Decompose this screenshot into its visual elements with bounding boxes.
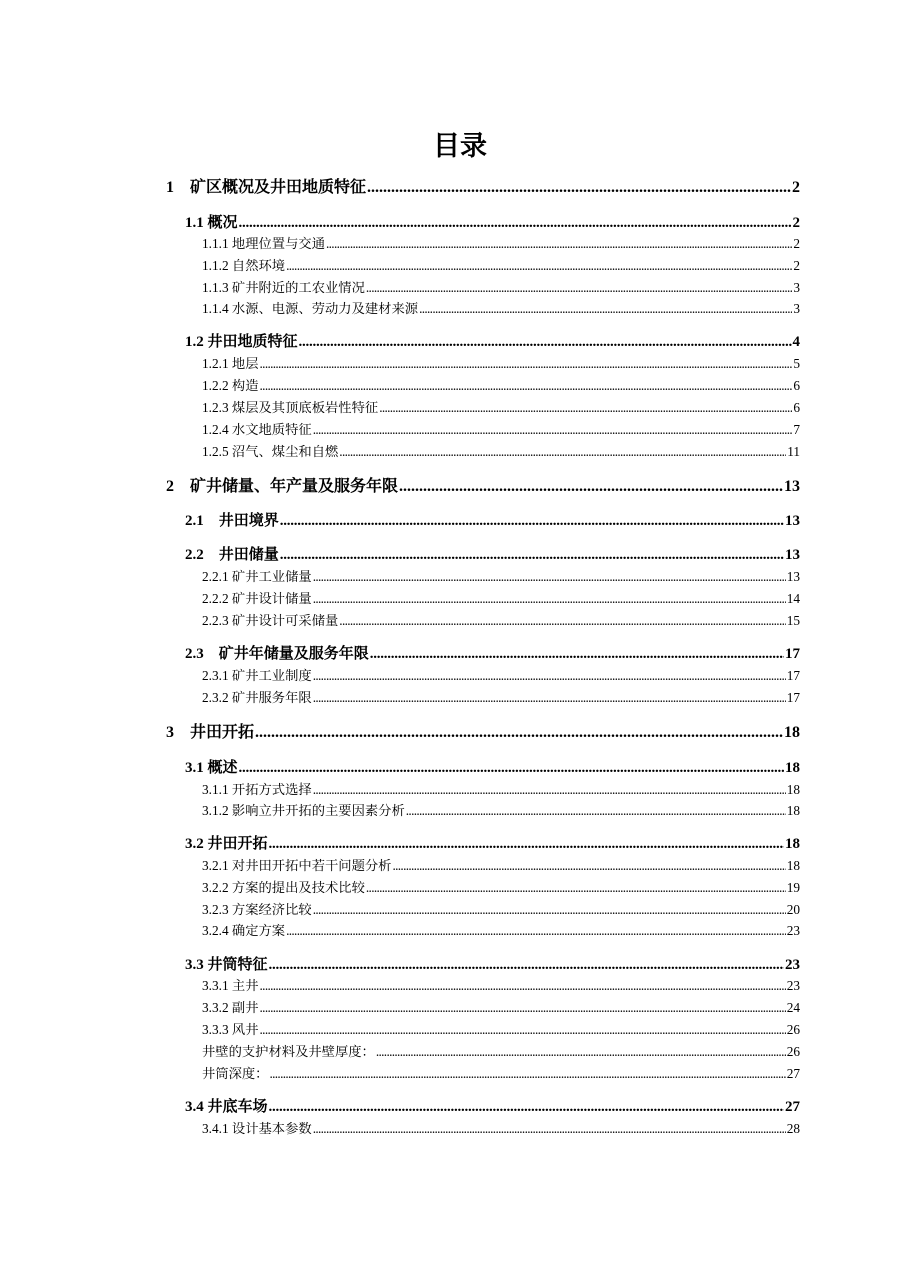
- toc-entry-title: 3.1.1 开拓方式选择: [202, 782, 312, 797]
- toc-entry-chapter-1[interactable]: [166, 176, 800, 200]
- toc-page-number: 7: [793, 422, 800, 437]
- toc-entry-3-2[interactable]: [185, 833, 800, 855]
- toc-entry-title: 1.2.1 地层: [202, 356, 259, 371]
- toc-entry-1-1-1[interactable]: [202, 234, 800, 254]
- toc-entry-title: 井壁的支护材料及井壁厚度：: [202, 1044, 375, 1059]
- toc-entry-title: 3.1 概述: [185, 760, 238, 776]
- leader-dots: [367, 176, 791, 200]
- leader-dots: [280, 544, 784, 566]
- leader-dots: [399, 475, 783, 499]
- toc-entry-title: 3.3.3 风井: [202, 1022, 259, 1037]
- leader-dots: [313, 420, 793, 440]
- leader-dots: [313, 1119, 786, 1139]
- toc-entry-title: 2.3 矿井年储量及服务年限: [185, 646, 369, 662]
- toc-entry-2-3-2[interactable]: [202, 688, 800, 708]
- toc-entry-title: 1 矿区概况及井田地质特征: [166, 179, 367, 196]
- toc-entry-title: 3.4 井底车场: [185, 1099, 268, 1115]
- toc-entry-title: 3 井田开拓: [166, 724, 255, 741]
- toc-page-number: 18: [784, 724, 800, 741]
- toc-page-number: 19: [786, 880, 800, 895]
- toc-entry-title: 3.3.1 主井: [202, 978, 259, 993]
- toc-page-number: 2: [792, 179, 800, 196]
- toc-page-number: 5: [793, 356, 800, 371]
- toc-entry-title: 3.3.2 副井: [202, 1000, 259, 1015]
- leader-dots: [239, 757, 784, 779]
- toc-page-number: 27: [785, 1099, 800, 1115]
- toc-page-number: 13: [784, 478, 800, 495]
- toc-entry-title: 1.2.3 煤层及其顶底板岩性特征: [202, 400, 379, 415]
- toc-entry-3-4[interactable]: [185, 1096, 800, 1118]
- toc-page-number: 17: [786, 690, 800, 705]
- toc-page-number: 3: [793, 280, 800, 295]
- leader-dots: [366, 278, 792, 298]
- toc-page-number: 2: [792, 215, 800, 231]
- toc-entry-1-2[interactable]: [185, 331, 800, 353]
- toc-entry-3-3[interactable]: [185, 954, 800, 976]
- toc-page-number: 17: [785, 646, 800, 662]
- leader-dots: [260, 998, 786, 1018]
- leader-dots: [299, 331, 792, 353]
- leader-dots: [366, 878, 786, 898]
- toc-entry-2-2-1[interactable]: [202, 567, 800, 587]
- leader-dots: [260, 354, 793, 374]
- toc-entry-3-2-2[interactable]: [202, 878, 800, 898]
- leader-dots: [339, 611, 785, 631]
- toc-entry-title: 2.2.1 矿井工业储量: [202, 569, 312, 584]
- toc-entry-3-1[interactable]: [185, 757, 800, 779]
- toc-entry-1-2-2[interactable]: [202, 376, 800, 396]
- leader-dots: [239, 212, 792, 234]
- toc-entry-3-2-3[interactable]: [202, 900, 800, 920]
- toc-page-number: 3: [793, 301, 800, 316]
- toc-entry-2-2-2[interactable]: [202, 589, 800, 609]
- toc-page-number: 23: [786, 923, 800, 938]
- toc-entry-3-4-1[interactable]: [202, 1119, 800, 1139]
- toc-page-number: 13: [786, 569, 800, 584]
- toc-entry-2-3-1[interactable]: [202, 666, 800, 686]
- leader-dots: [269, 1096, 784, 1118]
- toc-entry-title: 3.2.3 方案经济比较: [202, 902, 312, 917]
- toc-entry-title: 2.3.2 矿井服务年限: [202, 690, 312, 705]
- leader-dots: [313, 688, 786, 708]
- toc-page-number: 6: [793, 378, 800, 393]
- toc-entry-title: 3.1.2 影响立井开拓的主要因素分析: [202, 803, 405, 818]
- toc-entry-title: 3.2.4 确定方案: [202, 923, 286, 938]
- toc-entry-title: 2.2.3 矿井设计可采储量: [202, 613, 339, 628]
- leader-dots: [280, 510, 784, 532]
- toc-entry-title: 1.1 概况: [185, 215, 238, 231]
- toc-entry-title: 1.2.4 水文地质特征: [202, 422, 312, 437]
- toc-page-number: 17: [786, 668, 800, 683]
- toc-entry-3-2-4[interactable]: [202, 921, 800, 941]
- leader-dots: [406, 801, 786, 821]
- toc-entry-title: 2.3.1 矿井工业制度: [202, 668, 312, 683]
- toc-entry-title: 1.2.5 沼气、煤尘和自燃: [202, 444, 339, 459]
- toc-page-number: 20: [786, 902, 800, 917]
- toc-entry-title: 井筒深度：: [202, 1066, 269, 1081]
- toc-page-number: 2: [793, 236, 800, 251]
- toc-entry-title: 3.2.2 方案的提出及技术比较: [202, 880, 365, 895]
- toc-page-number: 13: [785, 547, 800, 563]
- leader-dots: [339, 442, 786, 462]
- toc-entry-3-3-2[interactable]: [202, 998, 800, 1018]
- toc-page-number: 24: [786, 1000, 800, 1015]
- leader-dots: [313, 666, 786, 686]
- toc-entry-title: 1.1.2 自然环境: [202, 258, 286, 273]
- toc-entry-title: 2.1 井田境界: [185, 513, 279, 529]
- toc-entry-2-2-3[interactable]: [202, 611, 800, 631]
- toc-page-number: 2: [793, 258, 800, 273]
- leader-dots: [286, 921, 786, 941]
- toc-entry-title: 2 矿井储量、年产量及服务年限: [166, 478, 399, 495]
- leader-dots: [260, 376, 793, 396]
- toc-entry-shaft-depth[interactable]: [202, 1064, 800, 1084]
- leader-dots: [269, 954, 784, 976]
- toc-page-number: 6: [793, 400, 800, 415]
- toc-page-number: 18: [786, 803, 800, 818]
- toc-entry-3-1-2[interactable]: [202, 801, 800, 821]
- toc-entry-wall-support[interactable]: [202, 1042, 800, 1062]
- leader-dots: [392, 856, 785, 876]
- toc-entry-title: 1.2.2 构造: [202, 378, 259, 393]
- toc-entry-1-1-2[interactable]: [202, 256, 800, 276]
- leader-dots: [376, 1042, 786, 1062]
- leader-dots: [269, 833, 784, 855]
- leader-dots: [269, 1064, 785, 1084]
- leader-dots: [313, 589, 786, 609]
- leader-dots: [286, 256, 792, 276]
- toc-entry-title: 1.1.4 水源、电源、劳动力及建材来源: [202, 301, 419, 316]
- toc-entry-title: 3.3 井筒特征: [185, 957, 268, 973]
- leader-dots: [379, 398, 792, 418]
- toc-page-number: 26: [786, 1022, 800, 1037]
- leader-dots: [260, 1020, 786, 1040]
- toc-entry-1-1-3[interactable]: [202, 278, 800, 298]
- toc-entry-title: 3.2 井田开拓: [185, 836, 268, 852]
- toc-page-number: 14: [786, 591, 800, 606]
- toc-entry-1-2-4[interactable]: [202, 420, 800, 440]
- toc-entry-3-2-1[interactable]: [202, 856, 800, 876]
- leader-dots: [326, 234, 792, 254]
- toc-page-number: 23: [786, 978, 800, 993]
- toc-entry-title: 1.2 井田地质特征: [185, 334, 298, 350]
- leader-dots: [419, 299, 792, 319]
- toc-page-number: 28: [786, 1121, 800, 1136]
- toc-entry-1-2-1[interactable]: [202, 354, 800, 374]
- toc-page-number: 18: [786, 858, 800, 873]
- toc-entry-3-3-1[interactable]: [202, 976, 800, 996]
- toc-entry-title: 2.2 井田储量: [185, 547, 279, 563]
- toc-entry-1-2-5[interactable]: [202, 442, 800, 462]
- toc-page-number: 26: [786, 1044, 800, 1059]
- toc-entry-chapter-3[interactable]: [166, 721, 800, 745]
- toc-page-number: 27: [786, 1066, 800, 1081]
- toc-entry-2-2[interactable]: [185, 544, 800, 566]
- toc-entry-title: 1.1.3 矿井附近的工农业情况: [202, 280, 365, 295]
- leader-dots: [313, 567, 786, 587]
- toc-entry-title: 3.4.1 设计基本参数: [202, 1121, 312, 1136]
- toc-page-number: 18: [786, 782, 800, 797]
- page-title: 目录: [433, 131, 487, 161]
- leader-dots: [255, 721, 783, 745]
- toc-entry-3-1-1[interactable]: [202, 780, 800, 800]
- toc-entry-chapter-2[interactable]: [166, 475, 800, 499]
- leader-dots: [313, 900, 786, 920]
- toc-page-number: 18: [785, 836, 800, 852]
- leader-dots: [313, 780, 786, 800]
- toc-entry-3-3-3[interactable]: [202, 1020, 800, 1040]
- toc-page-number: 23: [785, 957, 800, 973]
- toc-entry-1-1[interactable]: [185, 212, 800, 234]
- toc-page-number: 13: [785, 513, 800, 529]
- toc-page-number: 15: [786, 613, 800, 628]
- toc-page-number: 18: [785, 760, 800, 776]
- toc-entry-2-3[interactable]: [185, 643, 800, 665]
- toc-entry-1-2-3[interactable]: [202, 398, 800, 418]
- leader-dots: [370, 643, 784, 665]
- toc-entry-1-1-4[interactable]: [202, 299, 800, 319]
- toc-page-number: 4: [792, 334, 800, 350]
- toc-entry-title: 2.2.2 矿井设计储量: [202, 591, 312, 606]
- toc-entry-title: 3.2.1 对井田开拓中若干问题分析: [202, 858, 392, 873]
- toc-entry-2-1[interactable]: [185, 510, 800, 532]
- toc-entry-title: 1.1.1 地理位置与交通: [202, 236, 325, 251]
- toc-page-number: 11: [787, 444, 800, 459]
- leader-dots: [260, 976, 786, 996]
